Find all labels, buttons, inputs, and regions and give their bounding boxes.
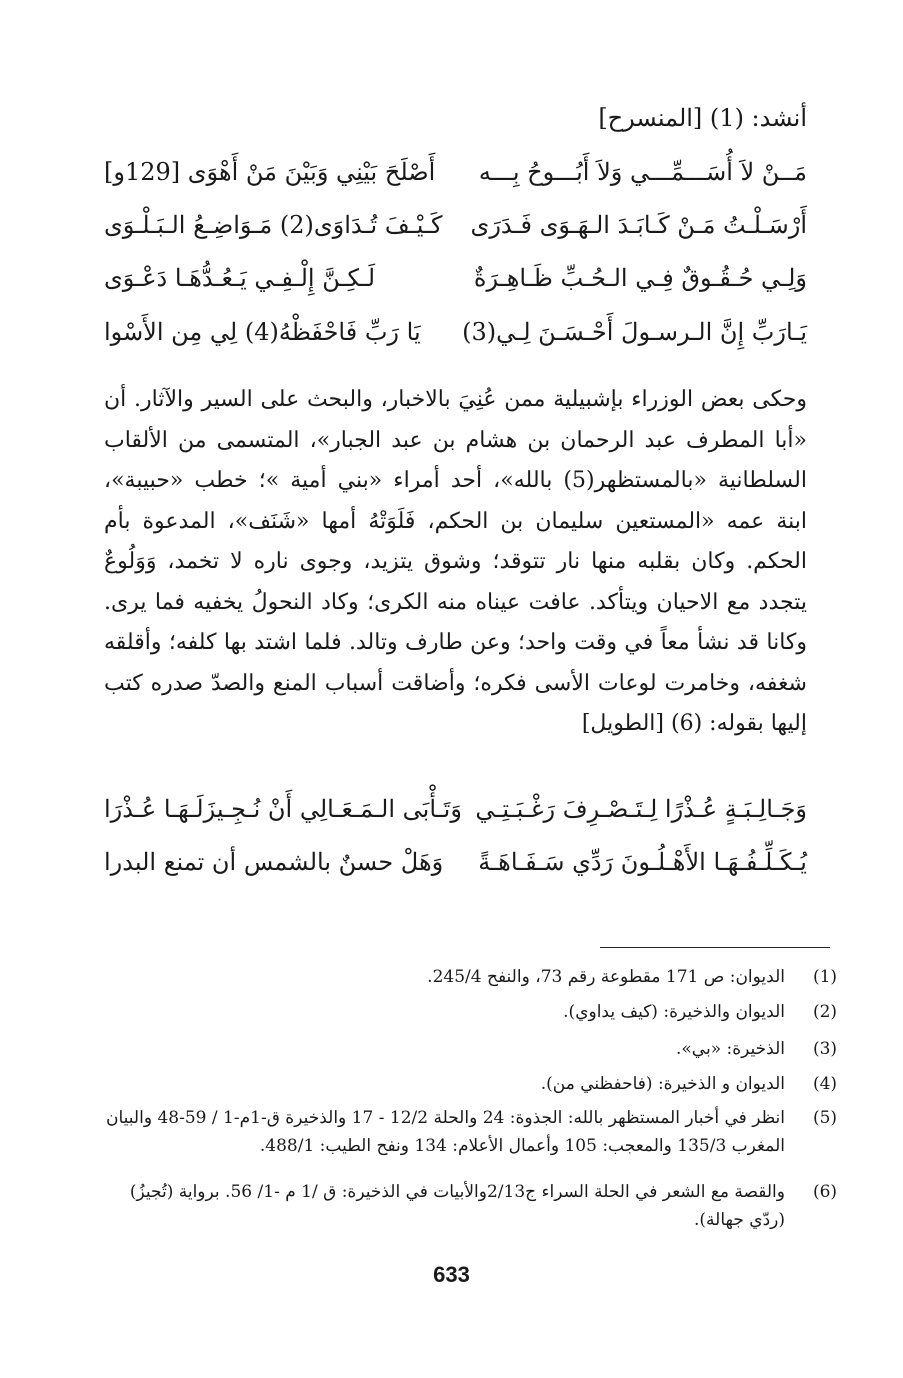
- prose-paragraph: [104, 380, 807, 745]
- hemistich-second: لَـكِـنَّ إِلْـفِـي يَـعُـدُّهَـا دَعْـوَى: [104, 264, 376, 292]
- footnote-3: [104, 1035, 845, 1063]
- footnote-2: [104, 998, 845, 1026]
- paragraph-text: وحكى بعض الوزراء بإشبيلية ممن عُنِيَ بالاخبار، والبحث على السير والآثار. أن «أبا المطرف عبد الرحمان بن هشام بن عبد الجبار»، المتسمى من الألقاب السلطانية «بالمستظهر(5) بالله»، أحد أمراء «بني أمية »؛ خطب «حبيبة»، ابنة عمه «المستعين سليمان بن الحكم، فَلَوَتْهُ أمها «شَنَف»، المدعوة بأم الحكم. وكان بقلبه منها نار تتوقد؛ وشوق يتزيد، وجوى ناره لا تخمد، وَوَلُوعٌ يتجدد مع الاحيان ويتأكد. عافت عيناه منه الكرى؛ وكاد النحولُ يخفيه فما يرى. وكانا قد نشأ معاً في وقت واحد؛ وعن طارف وتالد. فلما اشتد بها كلفه؛ وأقلقه شغفه، وخامرت لوعات الأسى فكره؛ وأضاقت أسباب المنع والصدّ صدره كتب إليها بقوله: (6) [الطويل]: [104, 387, 808, 736]
- hemistich-second: كَـيْـفَ تُـدَاوَى(2) مَـوَاضِـعُ الـبَـلْـوَى: [104, 211, 443, 239]
- footnote-text: الديوان و الذخيرة: (فاحفظني من).: [540, 1074, 785, 1094]
- hemistich-first: وَجَـالِـبَـةٍ عُـذْرًا لِـتَـصْـرِفَ رَغْـبَـتِـي: [475, 795, 807, 823]
- footnote-number: (5): [812, 1108, 838, 1128]
- footnote-text: الديوان: ص 171 مقطوعة رقم 73، والنفح 245/4.: [427, 967, 785, 987]
- footnote-number: (4): [812, 1074, 838, 1094]
- verse-line-5: [104, 795, 807, 839]
- verse-line-3: [104, 264, 807, 308]
- footnote-number: (6): [812, 1182, 838, 1202]
- verse-line-2: [104, 211, 807, 255]
- page-number: 633: [433, 1262, 470, 1287]
- verse-line-6: [104, 848, 807, 892]
- footnote-divider: [600, 947, 830, 948]
- footnote-number: (2): [812, 1002, 838, 1022]
- footnote-number: (1): [812, 967, 838, 987]
- footnote-4: [104, 1070, 845, 1098]
- hemistich-first: يَـارَبِّ إِنَّ الـرسـولَ أَحْـسَـنَ لِـي(3): [462, 318, 807, 346]
- hemistich-first: مَــنْ لاَ أُسَـــمِّـــي وَلاَ أَبُـــوحُ بِـــه: [478, 158, 807, 186]
- hemistich-first: أَرْسَـلْـتُ مَـنْ كَـابَـدَ الـهَـوَى فَـدَرَى: [470, 211, 807, 239]
- footnote-6: [104, 1178, 845, 1234]
- footnote-text: الديوان والذخيرة: (كيف يداوي).: [563, 1002, 785, 1022]
- footnote-text: انظر في أخبار المستظهر بالله: الجذوة: 24 والحلة 12/2 - 17 والذخيرة ق-1م-1 / 59-48 والبيان المغرب 135/3 والمعجب: 105 وأعمال الأعلام: 134 ونفح الطيب: 488/1.: [106, 1108, 785, 1156]
- footnote-text: والقصة مع الشعر في الحلة السراء ج2/13والأبيات في الذخيرة: ق /1 م -1/ 56. برواية (تُجيزُ) (ردّي جهالة).: [129, 1182, 785, 1230]
- hemistich-second: وَتَـأْبَى الـمَـعَـالِي أَنْ نُـجِـيزَلَـهَـا عُـذْرَا: [104, 795, 462, 823]
- hemistich-first: وَلِـي حُـقُـوقٌ فِـي الـحُـبِّ ظَـاهِـرَةٌ: [473, 264, 807, 292]
- footnote-1: [104, 963, 845, 991]
- hemistich-second: أَصْلَحَ بَيْنِي وَبَيْنَ مَنْ أَهْوَى [129و]: [104, 158, 436, 186]
- footnote-number: (3): [812, 1039, 838, 1059]
- poem-intro: أنشد: (1) [المنسرح]: [598, 104, 807, 132]
- footnote-5: [104, 1104, 845, 1160]
- hemistich-second: وَهَلْ حسنٌ بالشمس أن تمنع البدرا: [104, 848, 444, 876]
- footnote-text: الذخيرة: «بي».: [676, 1039, 785, 1059]
- verse-line-1: [104, 158, 807, 202]
- hemistich-first: يُـكَـلِّـفُـهَـا الأَهْـلُـونَ رَدِّي سَـفَـاهَـةً: [478, 848, 807, 876]
- verse-line-4: [104, 318, 807, 362]
- hemistich-second: يَا رَبِّ فَاحْفَظْهُ(4) لِي مِن الأَسْوا: [104, 318, 421, 346]
